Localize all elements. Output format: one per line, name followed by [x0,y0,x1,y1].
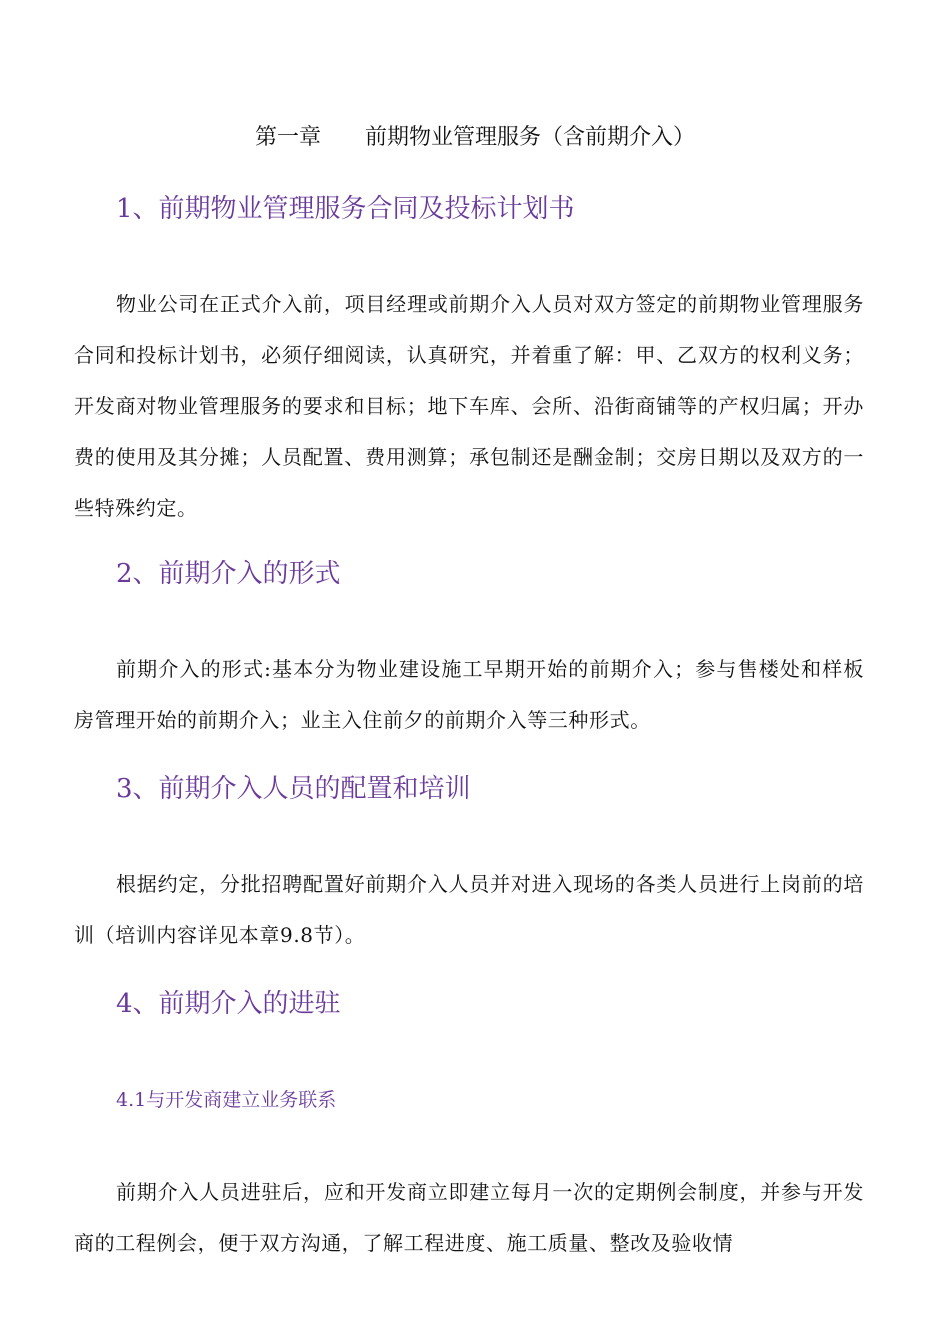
section-1-title: 前期物业管理服务合同及投标计划书 [158,194,575,224]
section-2-heading [116,556,341,592]
chapter-title: 第一章 前期物业管理服务（含前期介入） [254,125,695,150]
subsection-4-1-number: 4.1 [116,1089,147,1111]
section-3-paragraph: 根据约定，分批招聘配置好前期介入人员并对进入现场的各类人员进行上岗前的培训（培训内容详见本章9.8节）。 [74,872,864,947]
section-3-number: 3、 [116,774,159,804]
section-1-heading [116,191,575,227]
section-4-title: 前期介入的进驻 [158,989,341,1019]
section-2-number: 2、 [116,559,159,589]
subsection-4-1-heading [116,1086,336,1114]
section-4-heading [116,986,341,1022]
subsection-4-1-title: 与开发商建立业务联系 [146,1089,337,1111]
section-3-title: 前期介入人员的配置和培训 [158,774,471,804]
section-3-heading [116,771,471,807]
section-1-number: 1、 [116,194,159,224]
section-2-title: 前期介入的形式 [158,559,341,589]
subsection-4-1-paragraph: 前期介入人员进驻后，应和开发商立即建立每月一次的定期例会制度，并参与开发商的工程例会，便于双方沟通，了解工程进度、施工质量、整改及验收情 [74,1180,864,1255]
section-2-paragraph: 前期介入的形式:基本分为物业建设施工早期开始的前期介入；参与售楼处和样板房管理开始的前期介入；业主入住前夕的前期介入等三种形式。 [74,657,864,732]
section-1-paragraph: 物业公司在正式介入前，项目经理或前期介入人员对双方签定的前期物业管理服务合同和投标计划书，必须仔细阅读，认真研究，并着重了解：甲、乙双方的权利义务；开发商对物业管理服务的要求和目标；地下车库、会所、沿街商铺等的产权归属；开办费的使用及其分摊；人员配置、费用测算；承包制还是酬金制；交房日期以及双方的一些特殊约定。 [74,292,864,520]
section-4-number: 4、 [116,989,159,1019]
